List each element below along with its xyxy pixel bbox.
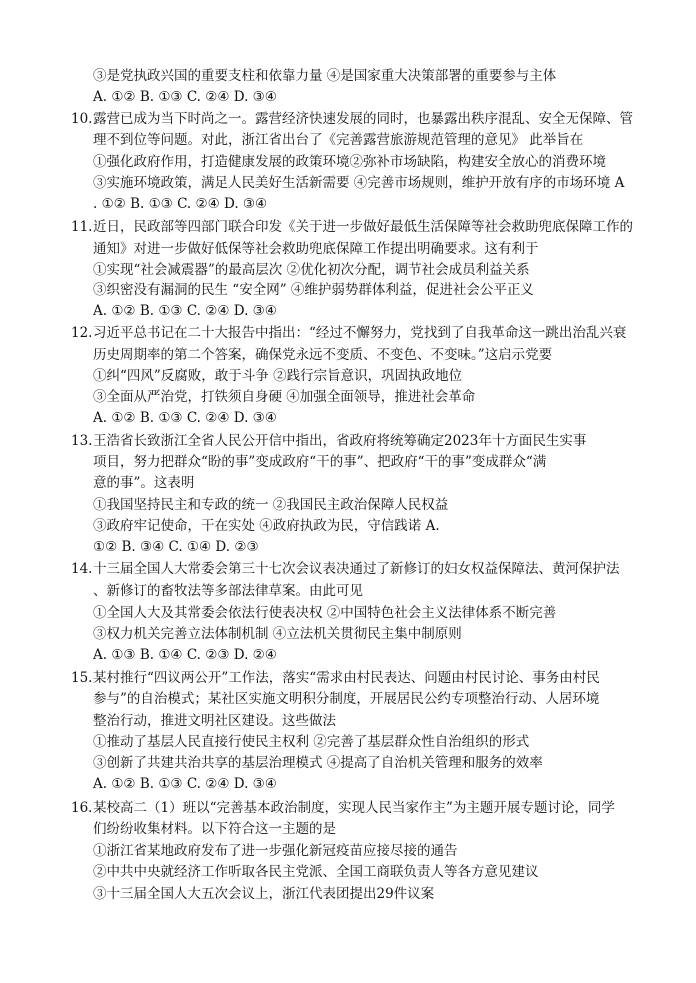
text-line: ③政府牢记使命，干在实处 ④政府执政为民，守信践诺 A.: [93, 518, 440, 534]
text-line: ①我国坚持民主和专政的统一 ②我国民主政治保障人民权益: [93, 497, 449, 513]
text-line: 近日，民政部等四部门联合印发《关于进一步做好最低生活保障等社会救助兜底保障工作的: [93, 219, 633, 235]
text-line: ③创新了共建共治共享的基层治理模式 ④提高了自治机关管理和服务的效率: [93, 755, 543, 771]
text-line: ②中共中央就经济工作听取各民主党派、全国工商联负责人等各方意见建议: [93, 864, 539, 880]
question-number: 12.: [71, 325, 93, 341]
text-line: 某村推行“四议两公开”工作法，落实“需求由村民表达、问题由村民讨论、事务由村民: [93, 670, 600, 686]
question-number: 10.: [71, 111, 93, 127]
text-line: 整治行动，推进文明社区建设。这些做法: [93, 713, 336, 729]
text-line: 历史周期率的第二个答案，确保党永远不变质、不变色、不变味。”这启示党要: [93, 347, 553, 363]
text-line: 理不到位等问题。对此，浙江省出台了《完善露营旅游规范管理的意见》 此举旨在: [93, 132, 584, 148]
text-line: ③全面从严治党，打铁须自身硬 ④加强全面领导，推进社会革命: [93, 389, 476, 405]
question-number: 15.: [71, 670, 93, 686]
text-line: 参与”的自治模式；某社区实施文明积分制度，开展居民公约专项整治行动、人居环境: [93, 691, 600, 707]
text-line: ③是党执政兴国的重要支柱和依靠力量 ④是国家重大决策部署的重要参与主体: [93, 68, 557, 84]
text-line: ③十三届全国人大五次会议上，浙江代表团提出29件议案: [93, 886, 435, 902]
text-line: ①浙江省某地政府发布了进一步强化新冠疫苗应接尽接的通告: [93, 843, 458, 859]
text-line: ①推动了基层人民直接行使民主权利 ②完善了基层群众性自治组织的形式: [93, 734, 530, 750]
text-line: A. ①② B. ①③ C. ②④ D. ③④: [93, 776, 277, 792]
text-line: ①实现“社会减震器”的最高层次 ②优化初次分配，调节社会成员利益关系: [93, 262, 530, 278]
text-line: 们纷纷收集材料。以下符合这一主题的是: [93, 821, 336, 837]
text-line: 十三届全国人大常委会第三十七次会议表决通过了新修订的妇女权益保障法、黄河保护法: [93, 561, 620, 577]
text-line: ③实施环境政策，满足人民美好生活新需要 ④完善市场规则，维护开放有序的市场环境 A: [93, 175, 625, 191]
text-line: 意的事”。这表明: [93, 475, 195, 491]
text-line: 王浩省长致浙江全省人民公开信中指出，省政府将统筹确定2023年十方面民生实事: [93, 433, 587, 449]
text-line: A. ①② B. ①③ C. ②④ D. ③④: [93, 410, 277, 426]
question-number: 13.: [71, 433, 93, 449]
text-line: ③织密没有漏洞的民生 “安全网” ④维护弱势群体利益，促进社会公平正义: [93, 282, 534, 298]
text-line: A. ①③ B. ①④ C. ②③ D. ②④: [93, 647, 277, 663]
text-line: 某校高二（1）班以“完善基本政治制度，实现人民当家作主”为主题开展专题讨论，同学: [93, 800, 615, 816]
text-line: 通知》对进一步做好低保等社会救助兜底保障工作提出明确要求。这有利于: [93, 241, 539, 257]
text-line: ①② B. ③④ C. ①④ D. ②③: [93, 539, 259, 555]
text-line: 露营已成为当下时尚之一。露营经济快速发展的同时，也暴露出秩序混乱、安全无保障、管: [93, 111, 633, 127]
text-line: ①纠“四风”反腐败，敢于斗争 ②践行宗旨意识，巩固执政地位: [93, 368, 463, 384]
text-line: 习近平总书记在二十大报告中指出：“经过不懈努力，党找到了自我革命这一跳出治乱兴衰: [93, 325, 627, 341]
text-line: ③权力机关完善立法体制机制 ④立法机关贯彻民主集中制原则: [93, 626, 462, 642]
text-line: . ①② B. ①③ C. ②④ D. ③④: [93, 196, 268, 212]
question-number: 11.: [71, 219, 93, 235]
question-number: 16.: [71, 800, 93, 816]
text-line: ①全国人大及其常委会依法行使表决权 ②中国特色社会主义法律体系不断完善: [93, 605, 557, 621]
question-number: 14.: [71, 561, 93, 577]
text-line: 、新修订的畜牧法等多部法律草案。由此可见: [93, 583, 363, 599]
text-line: A. ①② B. ①③ C. ②④ D. ③④: [93, 303, 277, 319]
text-line: A. ①② B. ①③ C. ②④ D. ③④: [93, 89, 277, 105]
text-line: 项目，努力把群众“盼的事”变成政府“干的事”、把政府“干的事”变成群众“满: [93, 454, 547, 470]
text-line: ①强化政府作用，打造健康发展的政策环境②弥补市场缺陷，构建安全放心的消费环境: [93, 154, 606, 170]
